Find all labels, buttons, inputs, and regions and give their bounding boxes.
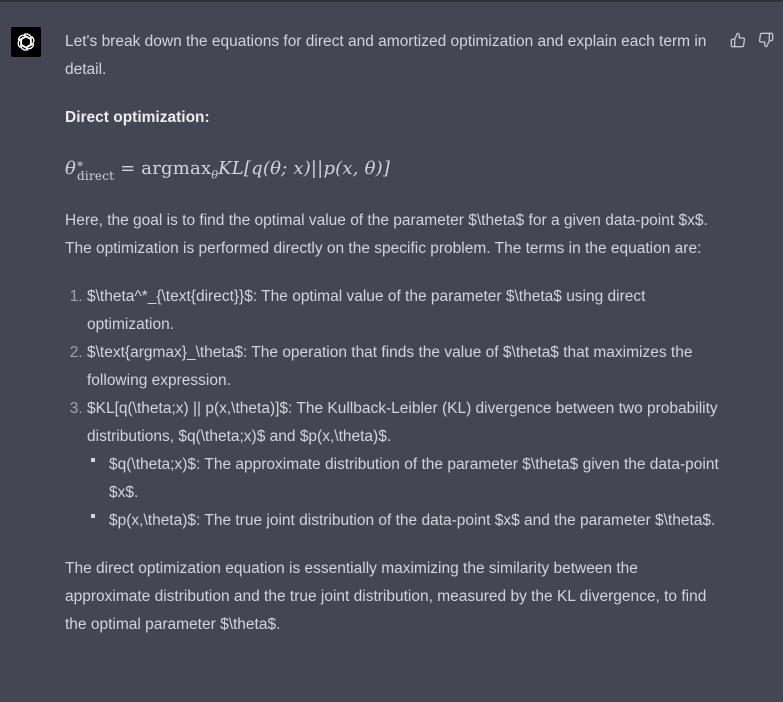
eq-equals: =: [120, 158, 136, 179]
list-item: [87, 339, 725, 395]
openai-logo-icon: [15, 31, 37, 53]
feedback-controls: [729, 31, 775, 49]
eq-sup: *: [77, 159, 84, 173]
thumbs-down-button[interactable]: [757, 31, 775, 49]
eq-kl: KL: [218, 158, 244, 179]
eq-argmax: argmax: [141, 158, 212, 179]
sub-term-text: $q(\theta;x)$: The approximate distribution of the parameter $\theta$ given the data-point $x$.: [109, 455, 719, 501]
assistant-message: [65, 28, 725, 659]
term-text: $\text{argmax}_\theta$: The operation that finds the value of $\theta$ that maximizes the following expression.: [87, 343, 693, 389]
thumbs-up-icon: [730, 32, 746, 48]
sub-term-text: $p(x,\theta)$: The true joint distribution of the data-point $x$ and the parameter $\theta$.: [109, 511, 716, 529]
list-item: [87, 283, 725, 339]
explanation-paragraph: Here, the goal is to find the optimal value of the parameter $\theta$ for a given data-point $x$. The optimization is performed directly on the specific problem. The terms in the equation are:: [65, 211, 708, 257]
eq-argmax-sub: θ: [211, 168, 219, 182]
term-text: $\theta^*_{\text{direct}}$: The optimal value of the parameter $\theta$ using direct optimization.: [87, 287, 646, 333]
list-item: [87, 395, 725, 535]
term-text: $KL[q(\theta;x) || p(x,\theta)]$: The Kullback-Leibler (KL) divergence between two probability distributions, $q(\theta;x)$ and $p(x,\theta)$.: [87, 399, 718, 445]
eq-sub: direct: [77, 169, 115, 183]
section-heading: Direct optimization:: [65, 109, 210, 126]
terms-list: [65, 283, 725, 535]
bullet-marker: [91, 458, 95, 462]
eq-subsup: [77, 161, 114, 181]
assistant-avatar: [11, 27, 41, 57]
top-divider: [0, 0, 783, 2]
thumbs-down-icon: [758, 32, 774, 48]
sub-terms-list: [87, 451, 725, 535]
list-item: [109, 451, 725, 507]
list-item: [109, 507, 725, 535]
bullet-marker: [91, 514, 95, 518]
thumbs-up-button[interactable]: [729, 31, 747, 49]
eq-theta: θ: [65, 158, 77, 179]
direct-optimization-equation: [65, 152, 725, 193]
intro-paragraph: Let's break down the equations for direct and amortized optimization and explain each term in detail.: [65, 33, 707, 78]
conclusion-paragraph: The direct optimization equation is essentially maximizing the similarity between the approximate distribution and the true joint distribution, measured by the KL divergence, to find the optimal parameter $\theta$.: [65, 559, 707, 633]
eq-body: [q(θ; x)||p(x, θ)]: [243, 158, 391, 179]
